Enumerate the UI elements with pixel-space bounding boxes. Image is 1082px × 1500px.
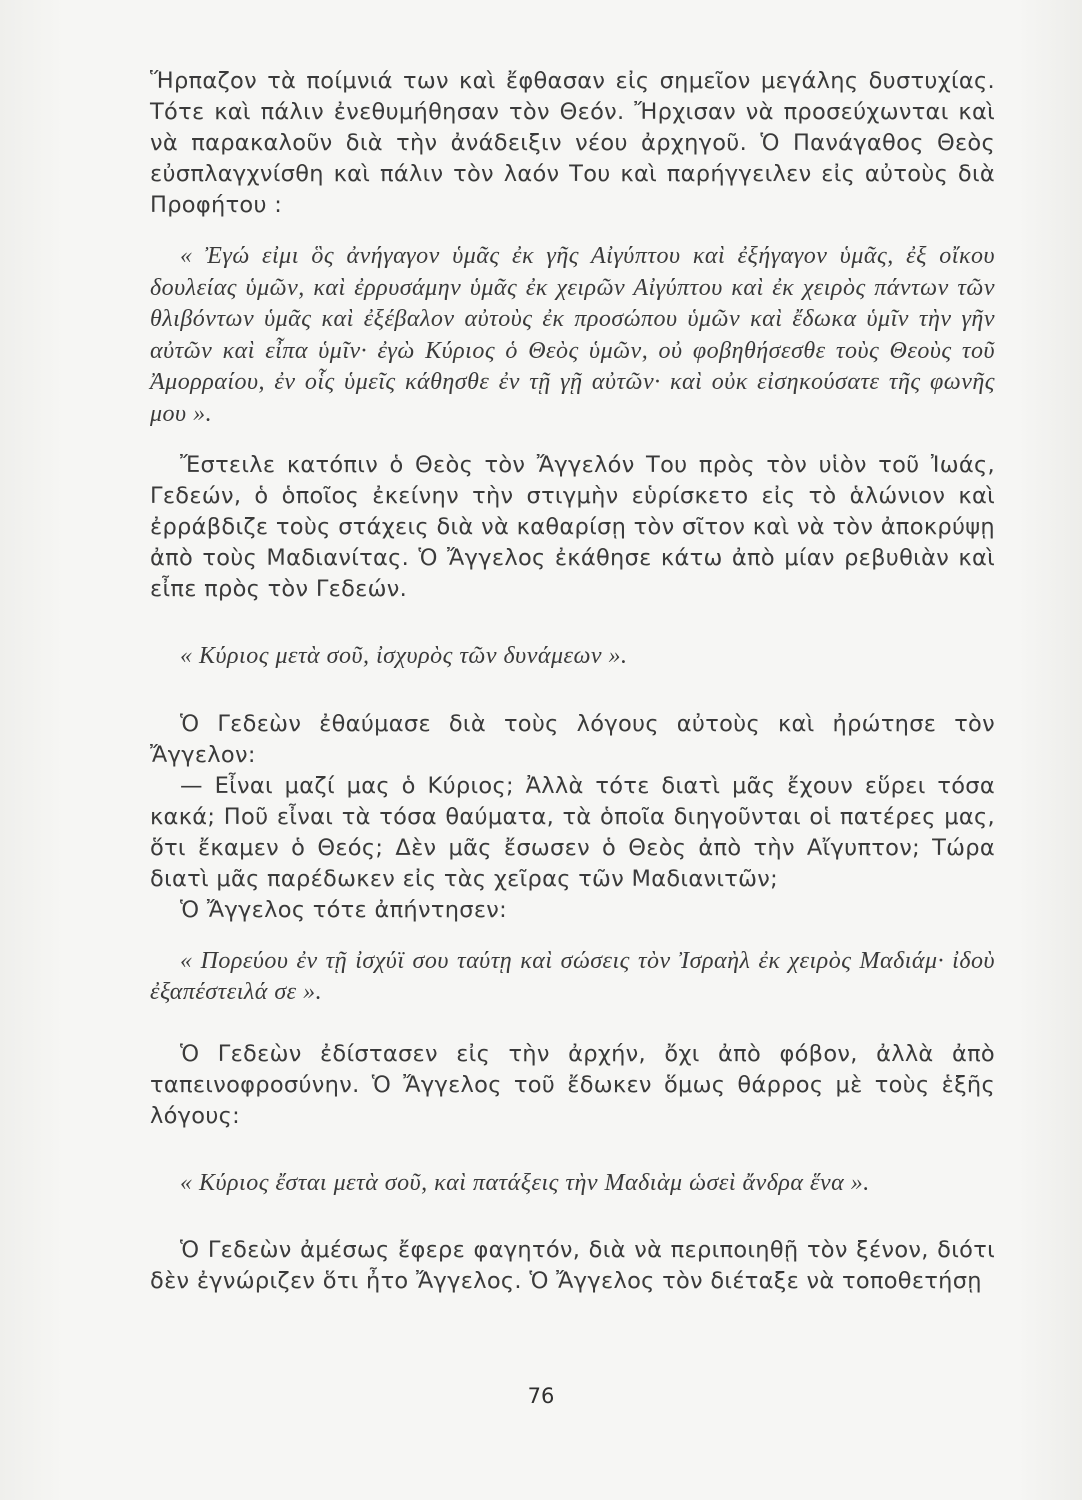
paragraph-3: Ὁ Γεδεὼν ἐθαύμασε διὰ τοὺς λόγους αὐτοὺς καὶ ἠρώτησε τὸν Ἄγγελον: — [150, 710, 995, 768]
body-text — [150, 66, 995, 1297]
quotation-1: « Ἐγώ εἰμι ὃς ἀνήγαγον ὑμᾶς ἐκ γῆς Αἰγύπτου καὶ ἐξήγαγον ὑμᾶς, ἐξ οἴκου δουλείας ὑμῶν, καὶ ἐρρυσάμην ὑμᾶς ἐκ χειρῶν Αἰγύπτου καὶ ἐκ χειρὸς πάντων τῶν θλιβόντων ὑμᾶς καὶ ἐξέβαλον αὐτοὺς ἐκ προσώπου ὑμῶν καὶ ἔδωκα ὑμῖν τὴν γῆν αὐτῶν καὶ εἶπα ὑμῖν· ἐγὼ Κύριος ὁ Θεὸς ὑμῶν, οὐ φοβηθήσεσθε τοὺς Θεοὺς τοῦ Ἀμορραίου, ἐν οἷς ὑμεῖς κάθησθε ἐν τῇ γῇ αὐτῶν· καὶ οὐκ εἰσηκούσατε τῆς φωνῆς μου ». — [150, 243, 995, 427]
paragraph-7: Ὁ Γεδεὼν ἀμέσως ἔφερε φαγητόν, διὰ νὰ περιποιηθῇ τὸν ξένον, διότι δὲν ἐγνώριζεν ὅτι ἦτο Ἄγγελος. Ὁ Ἄγγελος τὸν διέταξε νὰ τοποθετήσῃ — [150, 1237, 995, 1294]
paragraph-1: Ἥρπαζον τὰ ποίμνιά των καὶ ἔφθασαν εἰς σημεῖον μεγάλης δυστυχίας. Τότε καὶ πάλιν ἐνεθυμήθησαν τὸν Θεόν. Ἤρχισαν νὰ προσεύχωνται καὶ νὰ παρακαλοῦν διὰ τὴν ἀνάδειξιν νέου ἀρχηγοῦ. Ὁ Πανάγαθος Θεὸς εὐσπλαγχνίσθη καὶ πάλιν τὸν λαόν Του καὶ παρήγγειλεν εἰς αὐτοὺς διὰ Προφήτου : — [150, 68, 995, 218]
paragraph-6: Ὁ Γεδεὼν ἐδίστασεν εἰς τὴν ἀρχήν, ὄχι ἀπὸ φόβον, ἀλλὰ ἀπὸ ταπεινοφροσύνην. Ὁ Ἄγγελος τοῦ ἔδωκεν ὅμως θάρρος μὲ τοὺς ἑξῆς λόγους: — [150, 1040, 995, 1129]
paragraph-5: Ὁ Ἄγγελος τότε ἀπήντησεν: — [180, 896, 508, 923]
quotation-4: « Κύριος ἔσται μετὰ σοῦ, καὶ πατάξεις τὴν Μαδιὰμ ὡσεὶ ἄνδρα ἕνα ». — [180, 1169, 870, 1196]
quotation-3: « Πορεύου ἐν τῇ ἰσχύϊ σου ταύτῃ καὶ σώσεις τὸν Ἰσραὴλ ἐκ χειρὸς Μαδιάμ· ἰδοὺ ἐξαπέστειλά σε ». — [150, 947, 995, 1005]
paragraph-2: Ἔστειλε κατόπιν ὁ Θεὸς τὸν Ἄγγελόν Του πρὸς τὸν υἱὸν τοῦ Ἰωάς, Γεδεών, ὁ ὁποῖος ἐκείνην τὴν στιγμὴν εὑρίσκετο εἰς τὸ ἁλώνιον καὶ ἐρράβδιζε τοὺς στάχεις διὰ νὰ καθαρίσῃ τὸν σῖτον καὶ νὰ τὸν ἀποκρύψῃ ἀπὸ τοὺς Μαδιανίτας. Ὁ Ἄγγελος ἐκάθησε κάτω ἀπὸ μίαν ρεβυθιὰν καὶ εἶπε πρὸς τὸν Γεδεών. — [150, 452, 995, 602]
paragraph-4: — Εἶναι μαζί μας ὁ Κύριος; Ἀλλὰ τότε διατὶ μᾶς ἔχουν εὕρει τόσα κακά; Ποῦ εἶναι τὰ τόσα θαύματα, τὰ ὁποῖα διηγοῦνται οἱ πατέρες μας, ὅτι ἔκαμεν ὁ Θεός; Δὲν μᾶς ἔσωσεν ὁ Θεὸς ἀπὸ τὴν Αἴγυπτον; Τώρα διατὶ μᾶς παρέδωκεν εἰς τὰς χεῖρας τῶν Μαδιανιτῶν; — [150, 772, 995, 892]
page-number: 76 — [527, 1384, 555, 1408]
quotation-2: « Κύριος μετὰ σοῦ, ἰσχυρὸς τῶν δυνάμεων ». — [180, 643, 628, 669]
